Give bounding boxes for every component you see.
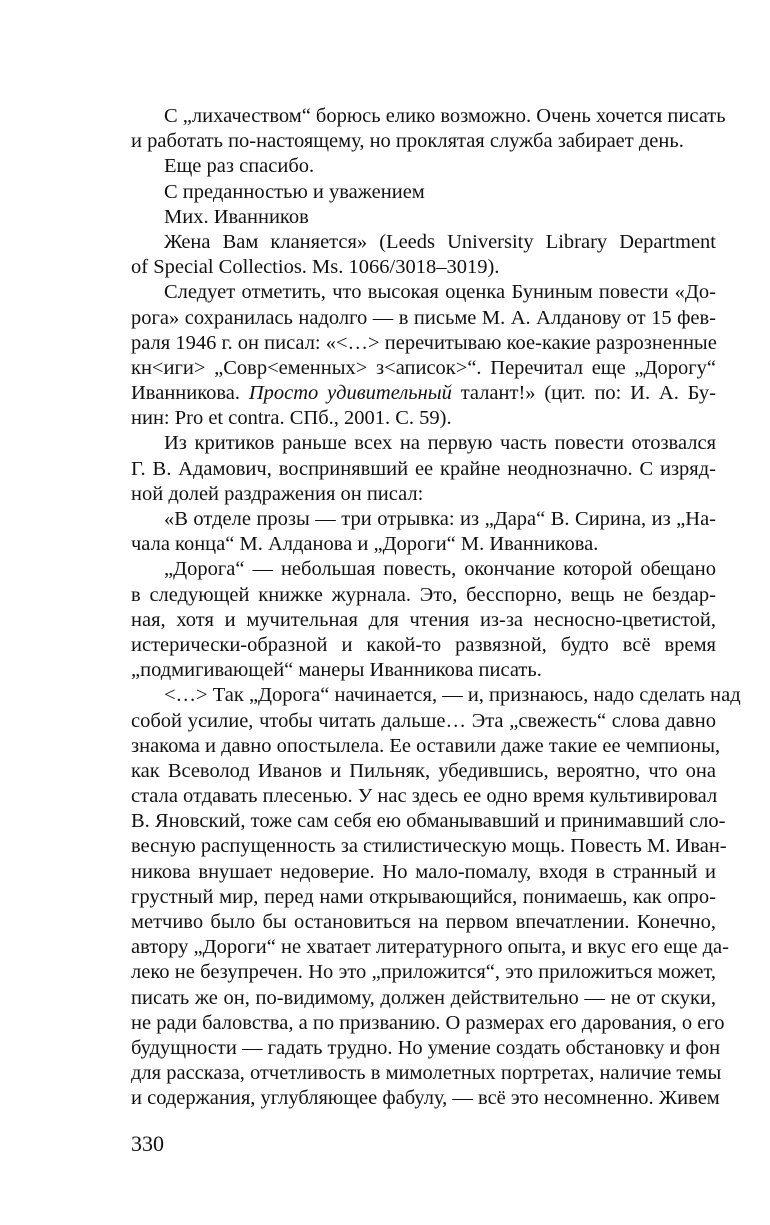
- page-body: [131, 104, 741, 1112]
- text-line: для рассказа, отчетливость в мимолетных портретах, наличие темы: [131, 1062, 722, 1085]
- text-line: собой усилие, чтобы читать дальше… Эта „свежесть“ слова давно: [131, 709, 716, 732]
- text-line: С преданностью и уважением: [164, 180, 425, 203]
- text-line: раля 1946 г. он писал: «<…> перечитываю кое-какие разрозненные: [131, 331, 717, 354]
- text-line: и работать по-настоящему, но проклятая служба забирает день.: [131, 130, 684, 153]
- text-line: рога» сохранилась надолго — в письме М. А. Алданову от 15 фев-: [131, 306, 716, 329]
- text-line: С „лихачеством“ борюсь елико возможно. Очень хочется писать: [164, 105, 726, 127]
- text-line: леко не безупречен. Но это „приложится“, это приложиться может,: [131, 961, 716, 984]
- text-line: Следует отметить, что высокая оценка Буниным повести «До-: [164, 281, 716, 304]
- text-line: писать же он, по-видимому, должен действительно — не от скуки,: [131, 986, 716, 1009]
- text-line: Из критиков раньше всех на первую часть повести отозвался: [164, 432, 716, 455]
- text-line: <…> Так „Дорога“ начинается, — и, признаюсь, надо сделать над: [164, 684, 741, 707]
- text-line: Г. В. Адамович, воспринявший ее крайне неоднозначно. С изряд-: [131, 457, 716, 480]
- text-line: „подмигивающей“ манеры Иванникова писать.: [131, 659, 542, 682]
- text-line: Жена Вам кланяется» (Leeds University Library Department: [164, 230, 716, 253]
- text-line: как Всеволод Иванов и Пильняк, убедившись, вероятно, что она: [131, 759, 716, 782]
- text-line: В. Яновский, тоже сам себя ею обманывавший и принимавший сло-: [131, 810, 726, 833]
- text-line: Иванникова. Просто удивительный талант!» (цит. по: И. А. Бу-: [131, 382, 716, 405]
- text-line: метчиво было бы остановиться на первом впечатлении. Конечно,: [131, 911, 716, 933]
- text-line: стала отдавать плесенью. У нас здесь ее одно время культивировал: [131, 785, 718, 808]
- text-line: весную распущенность за стилистическую мощь. Повесть М. Иван-: [131, 835, 727, 858]
- text-line: нин: Pro et contra. СПб., 2001. С. 59).: [131, 407, 452, 430]
- text-line: и содержания, углубляющее фабулу, — всё это несомненно. Живем: [131, 1087, 720, 1110]
- text-line: истерически-образной и какой-то развязной, будто всё время: [131, 633, 716, 656]
- text-line: of Special Collectios. Ms. 1066/3018–3019).: [131, 256, 500, 279]
- text-line: чала конца“ М. Алданова и „Дороги“ М. Иванникова.: [131, 533, 599, 556]
- emphasis-text: Просто удивительный: [248, 382, 452, 405]
- text-line: «В отделе прозы — три отрывка: из „Дара“ В. Сирина, из „На-: [164, 508, 716, 530]
- text-line: будущности — гадать трудно. Но умение создать обстановку и фон: [131, 1036, 721, 1059]
- text-line: ной долей раздражения он писал:: [131, 482, 424, 505]
- text-line: автору „Дороги“ не хватает литературного опыта, и вкус его еще да-: [131, 936, 729, 959]
- text-line: никова внушает недоверие. Но мало-помалу, входя в странный и: [131, 860, 716, 883]
- page-number: 330: [131, 1131, 164, 1156]
- text-line: знакома и давно опостылела. Ее оставили даже такие ее чемпионы,: [131, 734, 721, 757]
- text-line: в следующей книжке журнала. Это, бесспорно, вещь не бездар-: [131, 583, 716, 606]
- text-line: Мих. Иванников: [164, 205, 309, 228]
- text-line: ная, хотя и мучительная для чтения из-за несносно-цветистой,: [131, 608, 716, 631]
- text-line: Еще раз спасибо.: [164, 155, 315, 178]
- text-line: грустный мир, перед нами открывающийся, понимаешь, как опро-: [131, 885, 716, 908]
- text-line: „Дорога“ — небольшая повесть, окончание которой обещано: [164, 558, 716, 581]
- text-line: не ради баловства, а по призванию. О размерах его дарования, о его: [131, 1011, 725, 1034]
- text-line: кн<иги> „Совр<еменных> з<аписок>“. Перечитал еще „Дорогу“: [131, 356, 716, 379]
